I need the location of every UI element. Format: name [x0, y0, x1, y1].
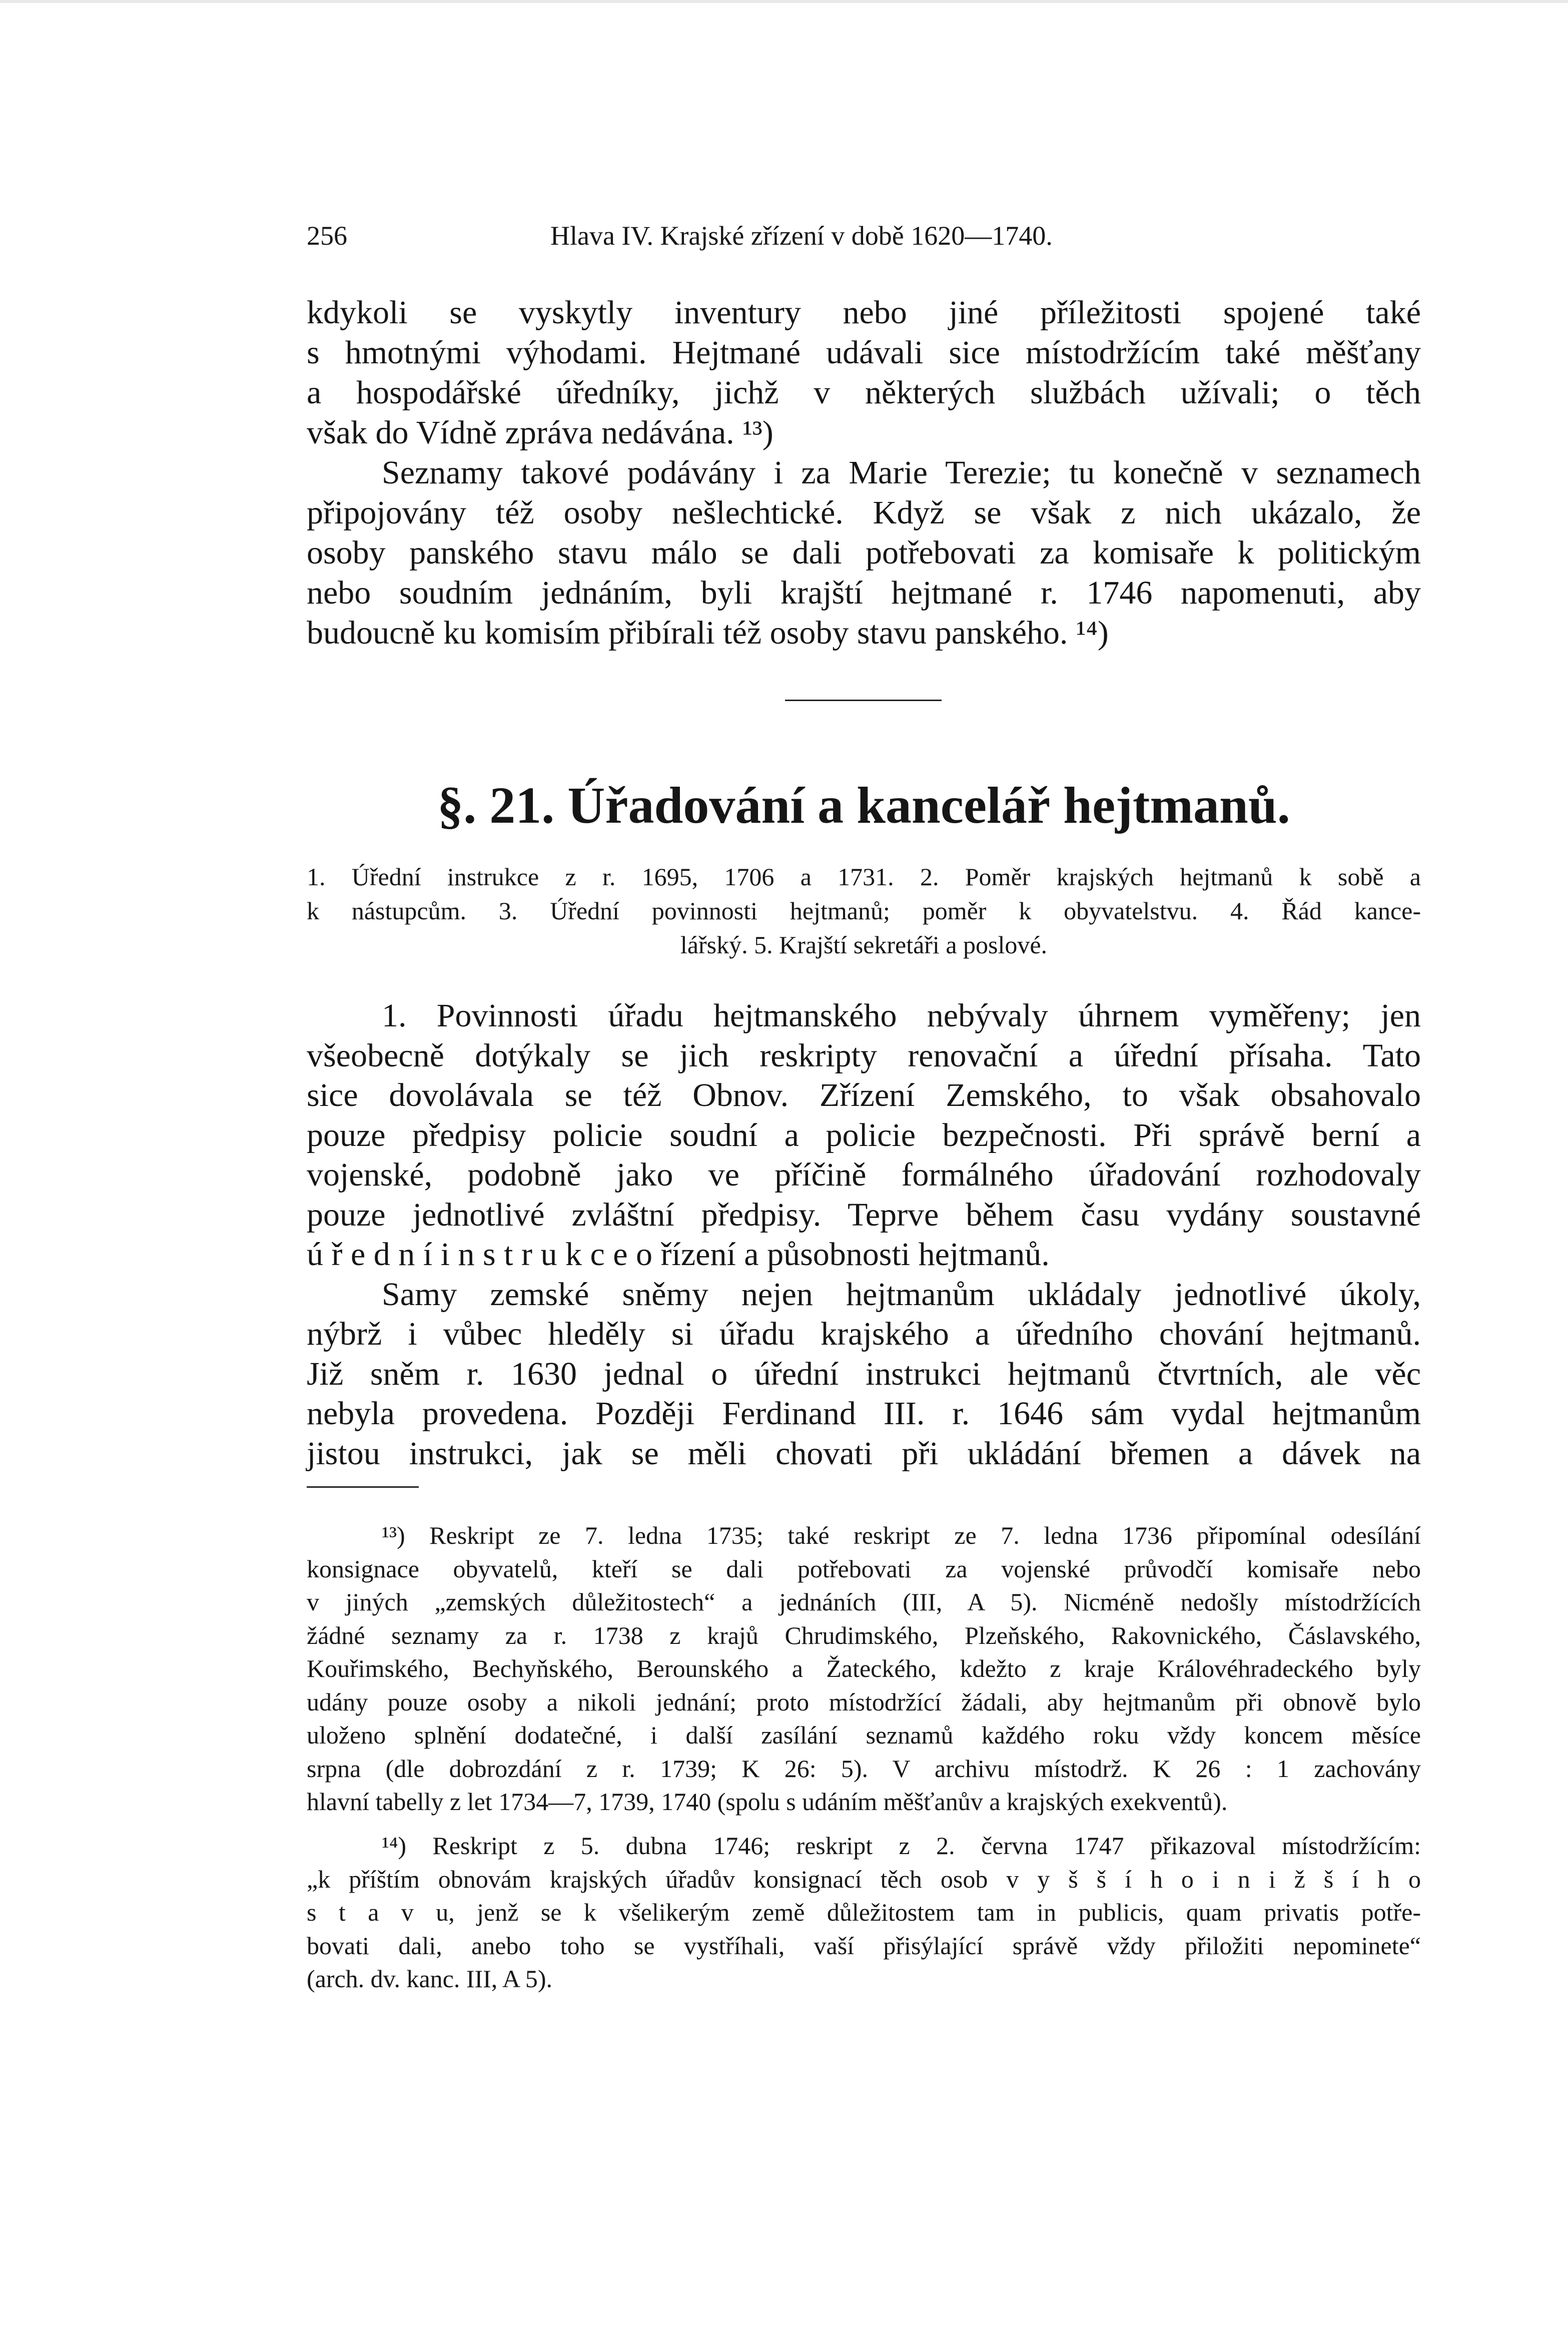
page-number: 256: [307, 221, 347, 251]
body-line: nebyla provedena. Později Ferdinand III. r. 1646 sám vydal hejtmanům: [307, 1395, 1421, 1432]
scan-edge: [0, 0, 1568, 3]
footnote-line: konsignace obyvatelů, kteří se dali potřebovati za vojenské průvodčí komisaře nebo: [307, 1555, 1421, 1583]
body-line: však do Vídně zpráva nedávána. ¹³): [307, 414, 773, 451]
body-line: Již sněm r. 1630 jednal o úřední instrukci hejtmanů čtvrtních, ale věc: [307, 1356, 1421, 1392]
footnote-line: s t a v u, jenž se k všelikerým země důležitostem tam in publicis, quam privatis potře-: [307, 1898, 1421, 1926]
footnote-divider: [307, 1486, 419, 1488]
body-line: a hospodářské úředníky, jichž v některých službách užívali; o těch: [307, 374, 1421, 411]
body-line: osoby panského stavu málo se dali potřebovati za komisaře k politickým: [307, 534, 1421, 571]
body-line: vojenské, podobně jako ve příčině formálného úřadování rozhodovaly: [307, 1156, 1421, 1193]
body-line: 1. Povinnosti úřadu hejtmanského nebývaly úhrnem vyměřeny; jen: [382, 997, 1421, 1034]
footnote-line: udány pouze osoby a nikoli jednání; proto místodržící žádali, aby hejtmanům při obnově bylo: [307, 1688, 1421, 1716]
footnote-line: ¹⁴) Reskript z 5. dubna 1746; reskript z 2. června 1747 přikazoval místodržícím:: [382, 1832, 1421, 1860]
footnote-line: Kouřimského, Bechyňského, Berounského a Žateckého, kdežto z kraje Královéhradeckého byly: [307, 1654, 1421, 1682]
body-line: nebo soudním jednáním, byli krajští hejtmané r. 1746 napomenuti, aby: [307, 574, 1421, 611]
body-line: s hmotnými výhodami. Hejtmané udávali sice místodržícím také měšťany: [307, 334, 1421, 371]
footnote-line: „k příštím obnovám krajských úřadův konsignací těch osob v y š š í h o i n i ž š í h o: [307, 1865, 1421, 1893]
body-line: pouze jednotlivé zvláštní předpisy. Teprve během času vydány soustavné: [307, 1197, 1421, 1233]
footnote-line: hlavní tabelly z let 1734—7, 1739, 1740 (spolu s udáním měšťanův a krajských exekventů).: [307, 1788, 1228, 1816]
summary-line: k nástupcům. 3. Úřední povinnosti hejtmanů; poměr k obyvatelstvu. 4. Řád kance-: [307, 897, 1421, 925]
section-heading: §. 21. Úřadování a kancelář hejtmanů.: [437, 777, 1290, 834]
body-line: všeobecně dotýkaly se jich reskripty renovační a úřední přísaha. Tato: [307, 1037, 1421, 1074]
summary-line: 1. Úřední instrukce z r. 1695, 1706 a 1731. 2. Poměr krajských hejtmanů k sobě a: [307, 863, 1421, 891]
footnote-line: srpna (dle dobrozdání z r. 1739; K 26: 5). V archivu místodrž. K 26 : 1 zachovány: [307, 1754, 1421, 1783]
body-line: připojovány též osoby nešlechtické. Když se však z nich ukázalo, že: [307, 494, 1421, 531]
body-line: Samy zemské sněmy nejen hejtmanům ukládaly jednotlivé úkoly,: [382, 1276, 1421, 1313]
body-line: kdykoli se vyskytly inventury nebo jiné příležitosti spojené také: [307, 294, 1421, 331]
body-line: nýbrž i vůbec hleděly si úřadu krajského a úředního chování hejtmanů.: [307, 1316, 1421, 1352]
footnote-line: v jiných „zemských důležitostech“ a jednáních (III, A 5). Nicméně nedošly místodržících: [307, 1588, 1421, 1616]
footnote-line: bovati dali, anebo toho se vystříhali, vaší přisýlající správě vždy přiložiti nepominete“: [307, 1932, 1421, 1960]
footnote-line: (arch. dv. kanc. III, A 5).: [307, 1965, 553, 1993]
running-title: Hlava IV. Krajské zřízení v době 1620—1740.: [550, 221, 1053, 251]
footnote-line: ¹³) Reskript ze 7. ledna 1735; také reskript ze 7. ledna 1736 připomínal odesílání: [382, 1521, 1421, 1549]
body-line: jistou instrukci, jak se měli chovati při ukládání břemen a dávek na: [307, 1435, 1421, 1472]
body-line: pouze předpisy policie soudní a policie bezpečnosti. Při správě berní a: [307, 1117, 1421, 1153]
body-line: sice dovolávala se též Obnov. Zřízení Zemského, to však obsahovalo: [307, 1077, 1421, 1113]
body-line: Seznamy takové podávány i za Marie Terezie; tu konečně v seznamech: [382, 454, 1421, 491]
section-divider: [785, 700, 942, 701]
summary-line: lářský. 5. Krajští sekretáři a poslové.: [680, 931, 1048, 959]
body-line: budoucně ku komisím přibírali též osoby stavu panského. ¹⁴): [307, 615, 1109, 651]
body-line: ú ř e d n í i n s t r u k c e o řízení a působnosti hejtmanů.: [307, 1236, 1050, 1273]
footnote-line: uloženo splnění dodatečné, i další zasílání seznamů každého roku vždy koncem měsíce: [307, 1721, 1421, 1749]
footnote-line: žádné seznamy za r. 1738 z krajů Chrudimského, Plzeňského, Rakovnického, Čáslavského,: [307, 1621, 1421, 1649]
